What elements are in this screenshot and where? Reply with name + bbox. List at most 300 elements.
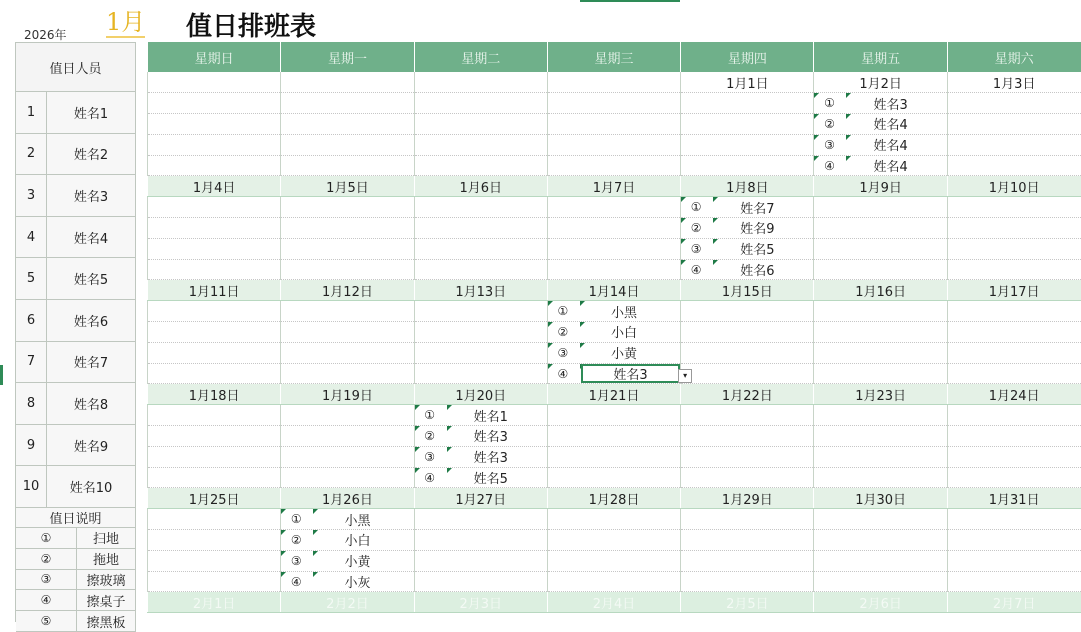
duty-slot-cell[interactable] xyxy=(414,93,547,114)
date-cell[interactable]: 1月15日 xyxy=(681,280,814,301)
date-cell[interactable]: 2月7日 xyxy=(947,592,1080,613)
duty-slot-cell[interactable] xyxy=(947,322,1080,343)
date-cell[interactable] xyxy=(148,72,281,93)
sheet-title: 值日排班表 xyxy=(186,12,317,42)
duty-slot-cell[interactable] xyxy=(814,571,947,592)
date-cell[interactable]: 1月18日 xyxy=(148,384,281,405)
date-cell[interactable]: 2月1日 xyxy=(148,592,281,613)
duty-slot-cell[interactable] xyxy=(681,530,814,551)
month-label[interactable]: 1月 xyxy=(106,8,146,36)
duty-slot-cell[interactable] xyxy=(148,259,281,280)
duty-slot-cell[interactable] xyxy=(414,530,547,551)
date-cell[interactable]: 2月2日 xyxy=(281,592,414,613)
duty-slot-cell[interactable] xyxy=(281,114,414,135)
person-name[interactable]: 姓名6 xyxy=(73,314,109,330)
duty-slot-cell[interactable] xyxy=(814,363,947,384)
person-row[interactable] xyxy=(16,134,136,176)
duty-symbol: ③ xyxy=(690,241,702,256)
duty-symbol: ④ xyxy=(690,262,702,277)
person-name[interactable]: 姓名9 xyxy=(73,439,109,455)
duty-symbol: ④ xyxy=(557,366,569,381)
weekday-header: 星期一 xyxy=(281,42,414,72)
date-cell[interactable] xyxy=(414,72,547,93)
duty-slot-cell[interactable] xyxy=(681,446,814,467)
comment-marker xyxy=(313,509,318,514)
duty-slot-cell[interactable] xyxy=(947,114,1080,135)
comment-marker xyxy=(580,322,585,327)
comment-marker xyxy=(447,468,452,473)
duty-slot-cell[interactable] xyxy=(547,301,680,322)
date-cell[interactable]: 1月8日 xyxy=(681,176,814,197)
duty-slot-cell[interactable] xyxy=(414,134,547,155)
duty-slot-cell[interactable] xyxy=(947,218,1080,239)
assignee-name[interactable]: 姓名1 xyxy=(473,409,508,425)
date-cell[interactable]: 2月6日 xyxy=(814,592,947,613)
comment-marker xyxy=(313,572,318,577)
weekday-header: 星期六 xyxy=(947,42,1080,72)
comment-marker xyxy=(814,156,819,161)
duty-symbol: ② xyxy=(16,549,77,569)
comment-marker xyxy=(681,218,686,223)
duty-slot-cell[interactable] xyxy=(281,322,414,343)
assignee-name[interactable]: 姓名6 xyxy=(740,264,775,280)
duty-slot-cell[interactable] xyxy=(947,509,1080,530)
duty-slot-cell[interactable] xyxy=(148,550,281,571)
duty-symbol: ② xyxy=(424,428,435,443)
comment-marker xyxy=(846,93,851,98)
comment-marker xyxy=(447,426,452,431)
person-name[interactable]: 姓名3 xyxy=(73,189,109,205)
people-header: 值日人员 xyxy=(16,42,136,92)
comment-marker xyxy=(814,114,819,119)
weekday-header: 星期二 xyxy=(414,42,547,72)
duty-slot-cell[interactable] xyxy=(148,467,281,488)
duty-slot-cell[interactable] xyxy=(547,155,680,176)
date-cell[interactable]: 1月24日 xyxy=(947,384,1080,405)
duty-slot-cell[interactable] xyxy=(681,426,814,447)
duty-slot-cell[interactable] xyxy=(281,155,414,176)
date-cell[interactable]: 1月16日 xyxy=(814,280,947,301)
duty-slot-cell[interactable] xyxy=(681,197,814,218)
comment-marker xyxy=(415,426,420,431)
duty-symbol: ③ xyxy=(290,553,302,568)
duty-slot-cell[interactable] xyxy=(414,155,547,176)
duty-slot-cell[interactable] xyxy=(547,238,680,259)
date-cell[interactable]: 1月10日 xyxy=(947,176,1080,197)
duty-slot-cell[interactable] xyxy=(414,114,547,135)
duty-slot-cell[interactable] xyxy=(814,446,947,467)
duty-row[interactable] xyxy=(16,570,136,591)
duty-row[interactable] xyxy=(16,590,136,611)
duty-slot-cell[interactable] xyxy=(281,218,414,239)
duty-slot-cell[interactable] xyxy=(681,322,814,343)
assignee-name[interactable]: 小白 xyxy=(344,534,371,550)
assignee-name[interactable]: 姓名4 xyxy=(873,118,908,134)
comment-marker xyxy=(814,135,819,140)
person-row[interactable] xyxy=(16,300,136,342)
duty-slot-cell[interactable] xyxy=(814,550,947,571)
duty-slot-cell[interactable] xyxy=(947,530,1080,551)
date-cell[interactable]: 1月23日 xyxy=(814,384,947,405)
comment-marker xyxy=(548,322,553,327)
duty-slot-cell[interactable] xyxy=(947,426,1080,447)
duty-slot-cell[interactable] xyxy=(814,322,947,343)
duty-slot-cell[interactable] xyxy=(148,197,281,218)
duty-slot-cell[interactable] xyxy=(148,509,281,530)
duty-slot-cell[interactable] xyxy=(681,93,814,114)
duty-slot-cell[interactable] xyxy=(414,363,547,384)
duty-slot-cell[interactable] xyxy=(281,530,414,551)
duty-slot-cell[interactable] xyxy=(148,93,281,114)
duty-slot-cell[interactable] xyxy=(547,426,680,447)
duty-slot-cell[interactable] xyxy=(281,426,414,447)
duty-symbol: ① xyxy=(824,96,835,111)
date-cell[interactable]: 1月31日 xyxy=(947,488,1080,509)
duty-slot-cell[interactable] xyxy=(281,134,414,155)
duty-slot-cell[interactable] xyxy=(148,530,281,551)
duty-slot-cell[interactable] xyxy=(814,530,947,551)
duty-slot-cell[interactable] xyxy=(281,550,414,571)
weekday-header: 星期日 xyxy=(148,42,281,72)
person-number: 9 xyxy=(16,425,47,466)
duty-slot-cell[interactable] xyxy=(414,197,547,218)
assignee-name[interactable]: 姓名5 xyxy=(740,243,775,259)
person-number: 7 xyxy=(16,342,47,383)
assignee-name[interactable]: 姓名3 xyxy=(473,451,508,467)
date-cell[interactable]: 1月11日 xyxy=(148,280,281,301)
duty-slot-cell[interactable] xyxy=(414,405,547,426)
person-row[interactable] xyxy=(16,342,136,384)
person-row[interactable] xyxy=(16,466,136,508)
duty-slot-cell[interactable] xyxy=(414,550,547,571)
date-cell[interactable]: 1月20日 xyxy=(414,384,547,405)
duty-symbol: ② xyxy=(824,116,835,131)
duty-header: 值日说明 xyxy=(16,508,136,528)
duty-slot-cell[interactable] xyxy=(814,467,947,488)
duty-symbol: ① xyxy=(290,512,302,527)
date-cell[interactable]: 1月22日 xyxy=(681,384,814,405)
date-cell[interactable]: 1月26日 xyxy=(281,488,414,509)
duty-task[interactable]: 拖地 xyxy=(92,553,119,569)
duty-slot-cell[interactable] xyxy=(547,446,680,467)
date-cell[interactable]: 2月4日 xyxy=(547,592,680,613)
duty-slot-cell[interactable] xyxy=(148,238,281,259)
duty-slot-cell[interactable] xyxy=(281,342,414,363)
duty-slot-cell[interactable] xyxy=(947,550,1080,571)
duty-slot-cell[interactable] xyxy=(681,155,814,176)
duty-slot-cell[interactable] xyxy=(681,550,814,571)
duty-slot-cell[interactable] xyxy=(681,571,814,592)
duty-slot-cell[interactable] xyxy=(281,238,414,259)
comment-marker xyxy=(713,197,718,202)
comment-marker xyxy=(681,260,686,265)
duty-slot-cell[interactable] xyxy=(547,571,680,592)
duty-slot-cell[interactable] xyxy=(947,405,1080,426)
duty-slot-cell[interactable] xyxy=(547,467,680,488)
duty-symbol: ① xyxy=(424,408,435,423)
calendar-grid xyxy=(147,42,1080,622)
date-cell[interactable] xyxy=(281,72,414,93)
comment-marker xyxy=(447,405,452,410)
duty-slot-cell[interactable] xyxy=(148,322,281,343)
assignee-name[interactable]: 小黄 xyxy=(344,555,371,571)
person-row[interactable] xyxy=(16,175,136,217)
duty-slot-cell[interactable] xyxy=(947,446,1080,467)
duty-slot-cell[interactable] xyxy=(547,530,680,551)
duty-slot-cell[interactable] xyxy=(414,259,547,280)
duty-symbol: ④ xyxy=(16,590,77,610)
comment-marker xyxy=(713,239,718,244)
duty-slot-cell[interactable] xyxy=(681,114,814,135)
duty-slot-cell[interactable] xyxy=(281,197,414,218)
person-number: 6 xyxy=(16,300,47,341)
duty-task[interactable]: 擦玻璃 xyxy=(86,573,126,589)
duty-slot-cell[interactable] xyxy=(281,259,414,280)
duty-slot-cell[interactable] xyxy=(814,93,947,114)
duty-slot-cell[interactable] xyxy=(947,342,1080,363)
comment-marker xyxy=(415,405,420,410)
duty-slot-cell[interactable] xyxy=(947,134,1080,155)
active-column-indicator xyxy=(580,0,680,2)
people-panel xyxy=(15,42,136,631)
duty-symbol: ② xyxy=(690,220,702,235)
date-cell[interactable]: 1月27日 xyxy=(414,488,547,509)
duty-slot-cell[interactable] xyxy=(547,114,680,135)
duty-slot-cell[interactable] xyxy=(814,405,947,426)
comment-marker xyxy=(313,530,318,535)
duty-slot-cell[interactable] xyxy=(681,342,814,363)
duty-slot-cell[interactable] xyxy=(814,301,947,322)
duty-slot-cell[interactable] xyxy=(547,322,680,343)
weekday-header: 星期五 xyxy=(814,42,947,72)
duty-slot-cell[interactable] xyxy=(681,259,814,280)
duty-slot-cell[interactable] xyxy=(547,259,680,280)
person-row[interactable] xyxy=(16,217,136,259)
duty-slot-cell[interactable] xyxy=(148,134,281,155)
assignee-name[interactable]: 姓名3 xyxy=(613,368,648,384)
date-cell[interactable]: 2月5日 xyxy=(681,592,814,613)
assignee-name[interactable]: 小黑 xyxy=(611,305,638,321)
assignee-name[interactable]: 小黄 xyxy=(611,347,638,363)
date-cell[interactable]: 1月9日 xyxy=(814,176,947,197)
duty-task[interactable]: 擦黑板 xyxy=(86,615,126,631)
duty-slot-cell[interactable] xyxy=(947,467,1080,488)
assignee-name[interactable]: 姓名3 xyxy=(473,430,508,446)
date-cell[interactable] xyxy=(547,72,680,93)
duty-symbol: ② xyxy=(557,324,569,339)
duty-slot-cell[interactable] xyxy=(148,342,281,363)
duty-slot-cell[interactable] xyxy=(681,509,814,530)
assignee-name[interactable]: 姓名7 xyxy=(740,201,775,217)
duty-slot-cell[interactable] xyxy=(281,467,414,488)
selected-cell[interactable] xyxy=(581,364,688,384)
duty-row[interactable] xyxy=(16,549,136,570)
date-cell[interactable]: 1月29日 xyxy=(681,488,814,509)
duty-slot-cell[interactable] xyxy=(947,259,1080,280)
duty-slot-cell[interactable] xyxy=(947,363,1080,384)
person-row[interactable] xyxy=(16,383,136,425)
person-name[interactable]: 姓名4 xyxy=(73,231,109,247)
duty-slot-cell[interactable] xyxy=(148,571,281,592)
active-row-indicator xyxy=(0,365,3,385)
comment-marker xyxy=(281,551,286,556)
duty-slot-cell[interactable] xyxy=(547,218,680,239)
comment-marker xyxy=(415,468,420,473)
duty-slot-cell[interactable] xyxy=(681,134,814,155)
assignee-name[interactable]: 小灰 xyxy=(344,576,371,592)
comment-marker xyxy=(713,260,718,265)
date-cell[interactable]: 1月17日 xyxy=(947,280,1080,301)
person-row[interactable] xyxy=(16,425,136,467)
duty-slot-cell[interactable] xyxy=(148,218,281,239)
person-row[interactable] xyxy=(16,258,136,300)
duty-slot-cell[interactable] xyxy=(547,197,680,218)
duty-slot-cell[interactable] xyxy=(547,342,680,363)
duty-slot-cell[interactable] xyxy=(814,114,947,135)
duty-slot-cell[interactable] xyxy=(814,426,947,447)
duty-symbol: ① xyxy=(690,200,702,215)
duty-task[interactable]: 扫地 xyxy=(92,532,119,548)
duty-row[interactable] xyxy=(16,611,136,632)
duty-slot-cell[interactable] xyxy=(814,238,947,259)
duty-slot-cell[interactable] xyxy=(148,426,281,447)
date-cell[interactable]: 1月7日 xyxy=(547,176,680,197)
duty-slot-cell[interactable] xyxy=(148,114,281,135)
date-cell[interactable]: 1月21日 xyxy=(547,384,680,405)
person-name[interactable]: 姓名5 xyxy=(73,273,109,289)
date-cell[interactable]: 1月5日 xyxy=(281,176,414,197)
duty-slot-cell[interactable] xyxy=(148,301,281,322)
duty-slot-cell[interactable] xyxy=(547,509,680,530)
date-cell[interactable]: 1月14日 xyxy=(547,280,680,301)
duty-slot-cell[interactable] xyxy=(947,155,1080,176)
duty-slot-cell[interactable] xyxy=(947,571,1080,592)
assignee-name[interactable]: 小黑 xyxy=(344,513,371,529)
duty-slot-cell[interactable] xyxy=(814,259,947,280)
duty-slot-cell[interactable] xyxy=(947,197,1080,218)
date-cell[interactable]: 1月28日 xyxy=(547,488,680,509)
duty-slot-cell[interactable] xyxy=(814,509,947,530)
comment-marker xyxy=(415,447,420,452)
person-name[interactable]: 姓名10 xyxy=(69,481,113,497)
duty-slot-cell[interactable] xyxy=(681,238,814,259)
duty-slot-cell[interactable] xyxy=(681,363,814,384)
duty-slot-cell[interactable] xyxy=(281,301,414,322)
duty-slot-cell[interactable] xyxy=(281,93,414,114)
duty-slot-cell[interactable] xyxy=(814,197,947,218)
duty-slot-cell[interactable] xyxy=(414,218,547,239)
duty-slot-cell[interactable] xyxy=(814,155,947,176)
duty-slot-cell[interactable] xyxy=(547,363,688,384)
duty-slot-cell[interactable] xyxy=(681,467,814,488)
duty-slot-cell[interactable] xyxy=(414,467,547,488)
comment-marker xyxy=(846,156,851,161)
duty-slot-cell[interactable] xyxy=(681,301,814,322)
comment-marker xyxy=(548,343,553,348)
date-cell[interactable]: 1月12日 xyxy=(281,280,414,301)
duty-slot-cell[interactable] xyxy=(814,134,947,155)
dropdown-arrow-icon[interactable]: ▾ xyxy=(678,369,692,383)
person-number: 8 xyxy=(16,383,47,424)
duty-slot-cell[interactable] xyxy=(947,238,1080,259)
duty-slot-cell[interactable] xyxy=(547,134,680,155)
date-cell[interactable]: 2月3日 xyxy=(414,592,547,613)
comment-marker xyxy=(281,530,286,535)
duty-symbol: ② xyxy=(290,532,302,547)
assignee-name[interactable]: 姓名9 xyxy=(740,222,775,238)
duty-symbol: ④ xyxy=(290,574,302,589)
duty-slot-cell[interactable] xyxy=(681,218,814,239)
duty-slot-cell[interactable] xyxy=(281,446,414,467)
duty-slot-cell[interactable] xyxy=(281,363,414,384)
assignee-name[interactable]: 姓名4 xyxy=(873,139,908,155)
duty-task[interactable]: 擦桌子 xyxy=(86,594,126,610)
duty-slot-cell[interactable] xyxy=(947,93,1080,114)
duty-slot-cell[interactable] xyxy=(681,405,814,426)
duty-slot-cell[interactable] xyxy=(414,426,547,447)
duty-slot-cell[interactable] xyxy=(148,405,281,426)
duty-slot-cell[interactable] xyxy=(414,238,547,259)
date-cell[interactable]: 1月6日 xyxy=(414,176,547,197)
duty-slot-cell[interactable] xyxy=(414,571,547,592)
duty-slot-cell[interactable] xyxy=(414,322,547,343)
person-name[interactable]: 姓名8 xyxy=(73,397,109,413)
duty-slot-cell[interactable] xyxy=(947,301,1080,322)
person-name[interactable]: 姓名2 xyxy=(73,148,109,164)
date-cell[interactable]: 1月1日 xyxy=(681,72,814,93)
duty-symbol: ③ xyxy=(557,345,569,360)
duty-slot-cell[interactable] xyxy=(148,446,281,467)
person-name[interactable]: 姓名1 xyxy=(73,106,109,122)
date-cell[interactable]: 1月30日 xyxy=(814,488,947,509)
date-cell[interactable]: 1月4日 xyxy=(148,176,281,197)
duty-slot-cell[interactable] xyxy=(148,155,281,176)
date-cell[interactable]: 1月25日 xyxy=(148,488,281,509)
duty-slot-cell[interactable] xyxy=(414,446,547,467)
duty-slot-cell[interactable] xyxy=(414,342,547,363)
duty-slot-cell[interactable] xyxy=(547,93,680,114)
year-label: 2026年 xyxy=(24,28,67,42)
duty-slot-cell[interactable] xyxy=(281,571,414,592)
duty-slot-cell[interactable] xyxy=(814,218,947,239)
person-number: 4 xyxy=(16,217,47,258)
comment-marker xyxy=(548,301,553,306)
date-cell[interactable]: 1月13日 xyxy=(414,280,547,301)
comment-marker xyxy=(313,551,318,556)
duty-slot-cell[interactable] xyxy=(814,342,947,363)
duty-slot-cell[interactable] xyxy=(547,405,680,426)
duty-slot-cell[interactable] xyxy=(148,363,281,384)
duty-slot-cell[interactable] xyxy=(414,509,547,530)
person-row[interactable] xyxy=(16,92,136,134)
assignee-name[interactable]: 姓名4 xyxy=(873,160,908,176)
weekday-header: 星期三 xyxy=(547,42,680,72)
assignee-name[interactable]: 小白 xyxy=(611,326,638,342)
date-cell[interactable]: 1月2日 xyxy=(814,72,947,93)
assignee-name[interactable]: 姓名3 xyxy=(873,97,908,113)
duty-slot-cell[interactable] xyxy=(547,550,680,571)
duty-slot-cell[interactable] xyxy=(281,405,414,426)
duty-slot-cell[interactable] xyxy=(414,301,547,322)
person-name[interactable]: 姓名7 xyxy=(73,356,109,372)
date-cell[interactable]: 1月3日 xyxy=(947,72,1080,93)
duty-slot-cell[interactable] xyxy=(281,509,414,530)
duty-row[interactable] xyxy=(16,528,136,549)
date-cell[interactable]: 1月19日 xyxy=(281,384,414,405)
person-number: 3 xyxy=(16,175,47,216)
assignee-name[interactable]: 姓名5 xyxy=(473,472,508,488)
person-number: 5 xyxy=(16,258,47,299)
